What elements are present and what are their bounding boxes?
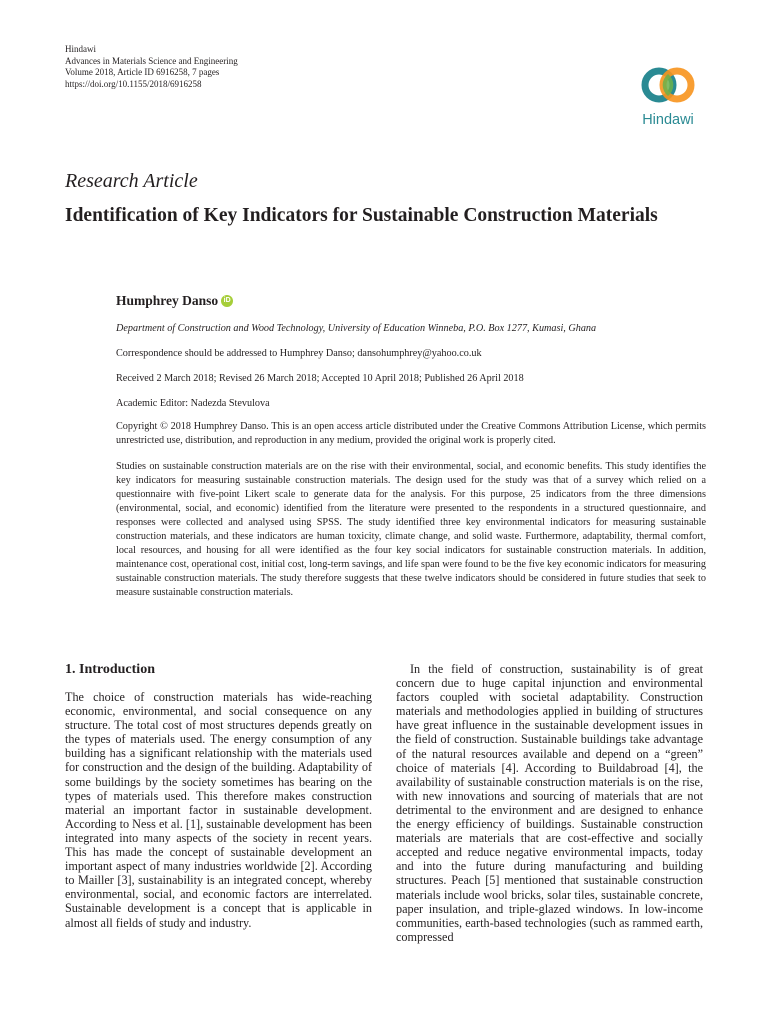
copyright-notice: Copyright © 2018 Humphrey Danso. This is an open access article distributed under the Creative Commons Attribution License, which permits unrestricted use, distribution, and reproduction in any medium, provided the original work is properly cited.	[116, 421, 706, 446]
publisher-name: Hindawi	[65, 44, 96, 54]
academic-editor: Academic Editor: Nadezda Stevulova	[116, 398, 270, 409]
publication-dates: Received 2 March 2018; Revised 26 March 2018; Accepted 10 April 2018; Published 26 April 2018	[116, 373, 524, 384]
left-column	[65, 662, 372, 930]
orcid-icon[interactable]: iD	[221, 295, 233, 307]
hindawi-logo	[628, 62, 708, 142]
article-title: Identification of Key Indicators for Sustainable Construction Materials	[65, 205, 658, 226]
volume-info: Volume 2018, Article ID 6916258, 7 pages	[65, 67, 220, 77]
intro-paragraph-2: In the field of construction, sustainability is of great concern due to huge capital injunction and environmental factors coupled with societal adaptability. Construction materials and methodologies applied in building of structures have great influence in the sustainable development issues in the field of construction. Sustainable buildings take advantage of the natural resources available and depend on a “green” choice of materials [4]. According to Buildabroad [4], the availability of sustainable construction materials is on the rise, with new innovations and sourcing of materials that are not detrimental to the environment and are designed to enhance the energy efficiency of buildings. Sustainable construction materials are materials that are cost-effective and socially accepted and reduce negative environmental impacts, today and into the future during manufacturing and building structures. Peach [5] mentioned that sustainable construction materials include wool bricks, solar tiles, sustainable concrete, paper insulation, and triple-glazed windows. In low-income communities, earth-based technologies (such as rammed earth, compressed	[396, 662, 703, 944]
author-line	[116, 293, 233, 309]
hindawi-logo-icon	[639, 62, 697, 108]
section-heading-introduction: 1. Introduction	[65, 662, 155, 677]
correspondence: Correspondence should be addressed to Humphrey Danso; dansohumphrey@yahoo.co.uk	[116, 348, 482, 359]
author-name[interactable]: Humphrey Danso	[116, 293, 219, 308]
article-type: Research Article	[65, 170, 198, 192]
logo-text: Hindawi	[642, 112, 694, 128]
doi-link[interactable]: https://doi.org/10.1155/2018/6916258	[65, 78, 202, 89]
journal-header	[65, 44, 238, 90]
abstract: Studies on sustainable construction materials are on the rise with their environmental, social, and economic benefits. This study identifies the key indicators for measuring sustainable construction materials. The design used for the study was that of a survey which relied on a questionnaire with five-point Likert scale to generate data for the analysis. For this purpose, 25 indicators from the three dimensions (environmental, social, and economic) identified from the literature were presented to the respondents in a structured questionnaire, and responses were collected and analysed using SPSS. The study identified three key environmental indicators for measuring sustainable construction materials, and these indicators are human toxicity, climate change, and solid waste. Furthermore, adaptability, thermal comfort, local resources, and housing for all were identified as the four key social indicators for sustainable construction materials. In addition, maintenance cost, operational cost, initial cost, long-term savings, and life span were found to be the five key economic indicators for measuring sustainable construction materials. The study therefore suggests that these twelve indicators should be considered in future studies that seek to measure sustainable construction materials.	[116, 461, 706, 598]
intro-paragraph-1: The choice of construction materials has wide-reaching economic, environmental, and social consequence on any structure. The total cost of most structures depends greatly on the types of materials used. The energy consumption of any building has a significant relationship with the materials used for construction and the design of the building. Adaptability of some buildings by the society sometimes has bearing on the types of materials used. This therefore makes construction material an important factor in sustainable development. According to Ness et al. [1], sustainable development has been integrated into many aspects of the society in recent years. This has made the concept of sustainable development an important aspect of many industries worldwide [2]. According to Mailler [3], sustainability is an integrated concept, whereby environmental, social, and economic factors are interrelated. Sustainable development is a concept that is applicable in almost all fields of study and industry.	[65, 690, 372, 930]
right-column	[396, 662, 703, 944]
affiliation: Department of Construction and Wood Technology, University of Education Winneba, P.O. Box 1277, Kumasi, Ghana	[116, 323, 597, 334]
journal-name: Advances in Materials Science and Engineering	[65, 55, 238, 66]
